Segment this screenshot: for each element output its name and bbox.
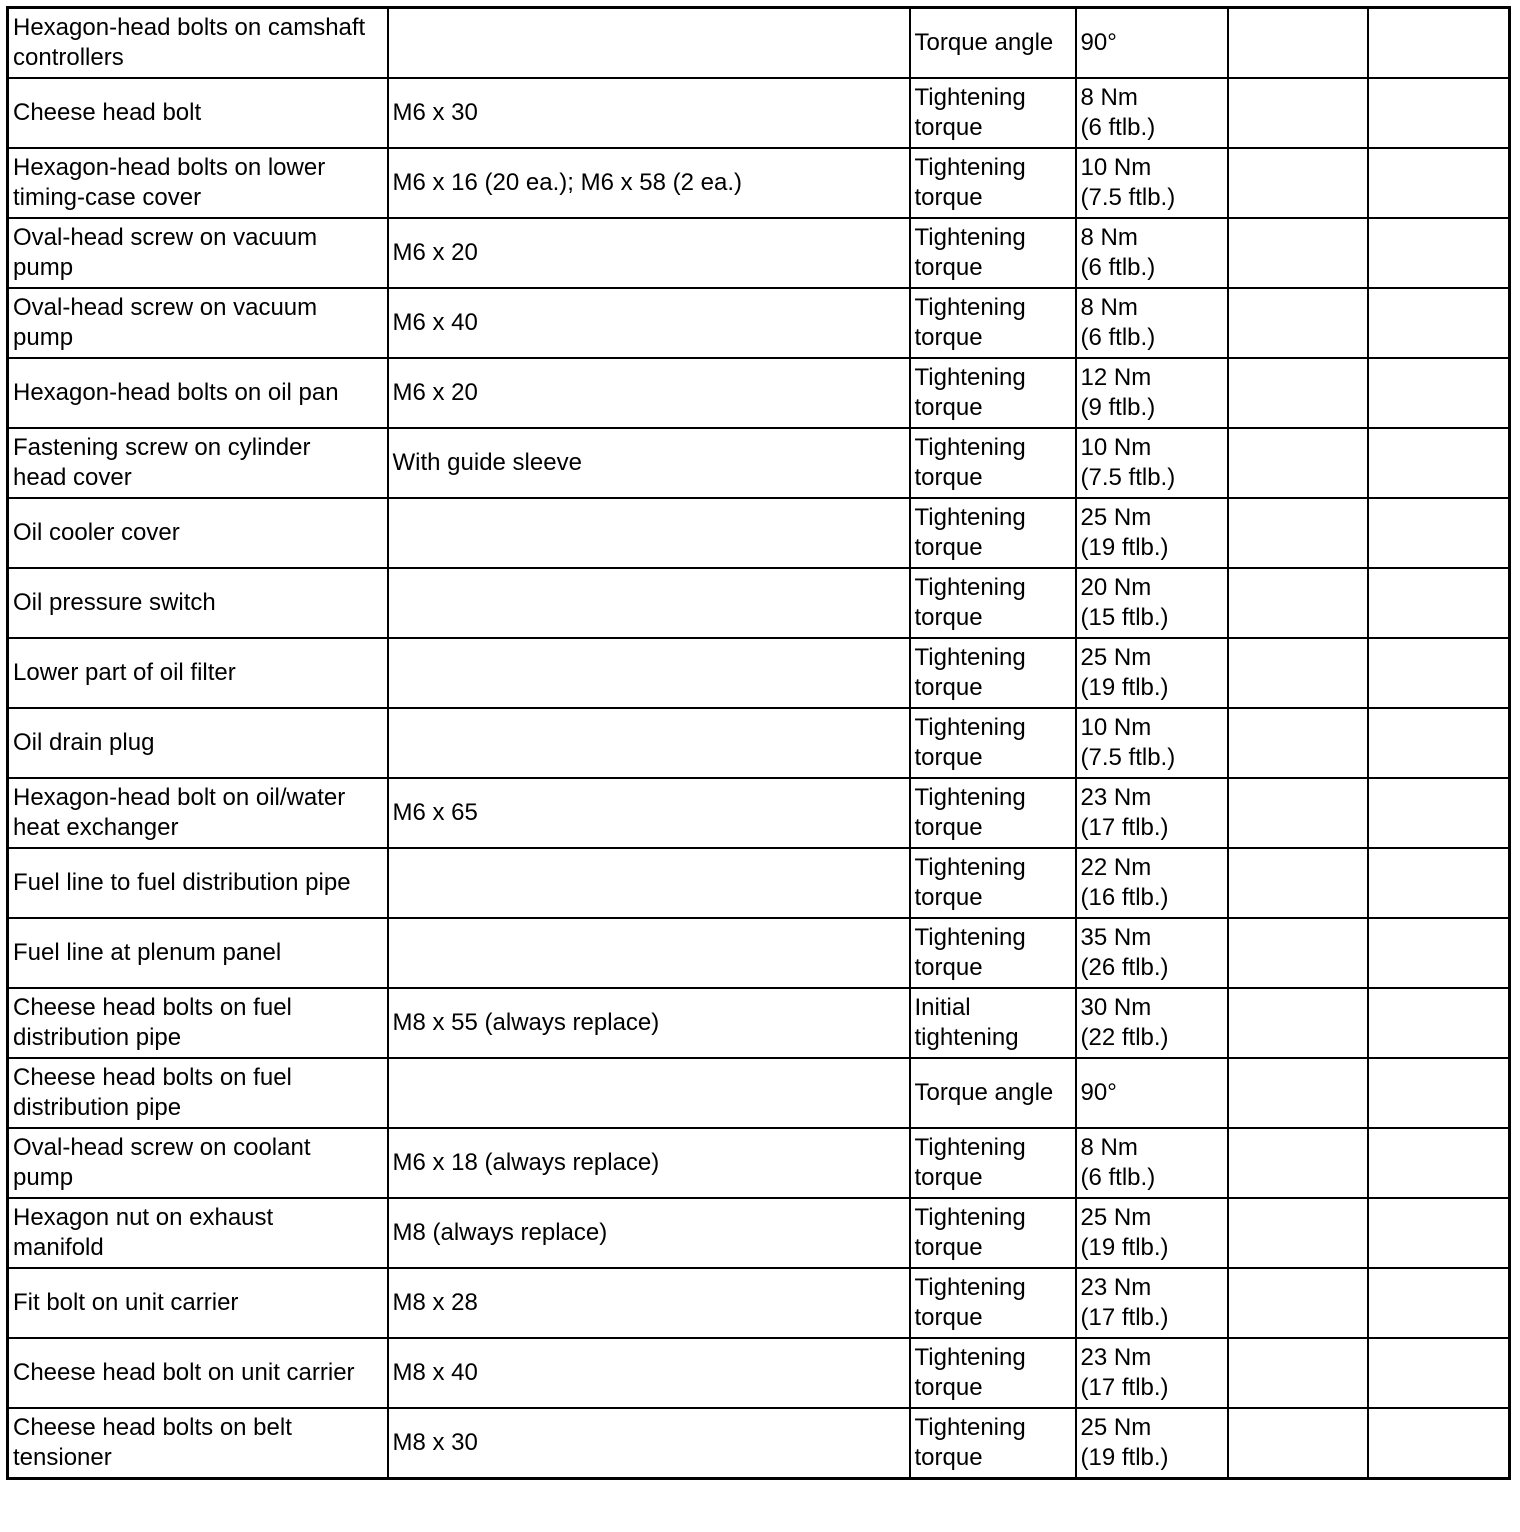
cell-empty-1 xyxy=(1228,78,1368,148)
cell-component: Cheese head bolts on belt tensioner xyxy=(8,1408,388,1479)
table-body xyxy=(8,8,1510,1479)
cell-component: Cheese head bolt xyxy=(8,78,388,148)
cell-type: Tightening torque xyxy=(910,78,1076,148)
cell-spec: M8 (always replace) xyxy=(388,1198,910,1268)
cell-empty-1 xyxy=(1228,988,1368,1058)
cell-empty-2 xyxy=(1368,148,1510,218)
cell-empty-2 xyxy=(1368,428,1510,498)
cell-spec xyxy=(388,638,910,708)
cell-empty-1 xyxy=(1228,1338,1368,1408)
cell-component: Hexagon-head bolt on oil/water heat exchanger xyxy=(8,778,388,848)
cell-component: Oval-head screw on vacuum pump xyxy=(8,288,388,358)
cell-value: 23 Nm (17 ftlb.) xyxy=(1076,1338,1228,1408)
cell-empty-1 xyxy=(1228,1128,1368,1198)
cell-empty-1 xyxy=(1228,918,1368,988)
cell-type: Tightening torque xyxy=(910,1128,1076,1198)
cell-empty-2 xyxy=(1368,1338,1510,1408)
cell-empty-1 xyxy=(1228,288,1368,358)
cell-component: Oil cooler cover xyxy=(8,498,388,568)
cell-type: Tightening torque xyxy=(910,428,1076,498)
cell-type: Tightening torque xyxy=(910,218,1076,288)
cell-value: 10 Nm (7.5 ftlb.) xyxy=(1076,148,1228,218)
cell-value: 23 Nm (17 ftlb.) xyxy=(1076,1268,1228,1338)
cell-empty-2 xyxy=(1368,1198,1510,1268)
table-row xyxy=(8,1408,1510,1479)
cell-type: Tightening torque xyxy=(910,568,1076,638)
table-row xyxy=(8,638,1510,708)
cell-empty-2 xyxy=(1368,848,1510,918)
cell-empty-1 xyxy=(1228,1268,1368,1338)
cell-component: Fit bolt on unit carrier xyxy=(8,1268,388,1338)
cell-type: Tightening torque xyxy=(910,148,1076,218)
cell-value: 8 Nm (6 ftlb.) xyxy=(1076,78,1228,148)
cell-spec: M6 x 18 (always replace) xyxy=(388,1128,910,1198)
cell-component: Lower part of oil filter xyxy=(8,638,388,708)
table-row xyxy=(8,568,1510,638)
cell-type: Tightening torque xyxy=(910,498,1076,568)
cell-empty-2 xyxy=(1368,708,1510,778)
cell-value: 35 Nm (26 ftlb.) xyxy=(1076,918,1228,988)
cell-component: Hexagon-head bolts on lower timing-case cover xyxy=(8,148,388,218)
cell-value: 10 Nm (7.5 ftlb.) xyxy=(1076,708,1228,778)
cell-type: Torque angle xyxy=(910,8,1076,79)
cell-spec: M6 x 40 xyxy=(388,288,910,358)
cell-empty-1 xyxy=(1228,1198,1368,1268)
table-row xyxy=(8,1338,1510,1408)
cell-component: Cheese head bolts on fuel distribution pipe xyxy=(8,988,388,1058)
cell-value: 23 Nm (17 ftlb.) xyxy=(1076,778,1228,848)
cell-component: Oval-head screw on coolant pump xyxy=(8,1128,388,1198)
cell-component: Cheese head bolts on fuel distribution pipe xyxy=(8,1058,388,1128)
table-row xyxy=(8,498,1510,568)
cell-component: Oil drain plug xyxy=(8,708,388,778)
cell-empty-2 xyxy=(1368,8,1510,79)
cell-empty-2 xyxy=(1368,218,1510,288)
table-row xyxy=(8,288,1510,358)
cell-component: Cheese head bolt on unit carrier xyxy=(8,1338,388,1408)
cell-value: 8 Nm (6 ftlb.) xyxy=(1076,218,1228,288)
cell-empty-1 xyxy=(1228,428,1368,498)
cell-value: 10 Nm (7.5 ftlb.) xyxy=(1076,428,1228,498)
cell-type: Tightening torque xyxy=(910,638,1076,708)
cell-empty-2 xyxy=(1368,918,1510,988)
cell-type: Tightening torque xyxy=(910,1408,1076,1479)
cell-component: Fuel line to fuel distribution pipe xyxy=(8,848,388,918)
cell-value: 12 Nm (9 ftlb.) xyxy=(1076,358,1228,428)
table-row xyxy=(8,1268,1510,1338)
cell-empty-1 xyxy=(1228,778,1368,848)
cell-type: Tightening torque xyxy=(910,1338,1076,1408)
cell-spec: M6 x 65 xyxy=(388,778,910,848)
cell-component: Fuel line at plenum panel xyxy=(8,918,388,988)
cell-empty-2 xyxy=(1368,288,1510,358)
cell-empty-1 xyxy=(1228,8,1368,79)
cell-component: Fastening screw on cylinder head cover xyxy=(8,428,388,498)
torque-spec-table xyxy=(6,6,1511,1480)
table-row xyxy=(8,778,1510,848)
table-row xyxy=(8,988,1510,1058)
cell-type: Initial tightening xyxy=(910,988,1076,1058)
cell-component: Hexagon-head bolts on camshaft controllers xyxy=(8,8,388,79)
cell-type: Tightening torque xyxy=(910,1268,1076,1338)
cell-value: 25 Nm (19 ftlb.) xyxy=(1076,498,1228,568)
cell-spec xyxy=(388,918,910,988)
cell-value: 25 Nm (19 ftlb.) xyxy=(1076,1408,1228,1479)
cell-empty-2 xyxy=(1368,78,1510,148)
cell-component: Oil pressure switch xyxy=(8,568,388,638)
cell-component: Oval-head screw on vacuum pump xyxy=(8,218,388,288)
cell-value: 8 Nm (6 ftlb.) xyxy=(1076,1128,1228,1198)
cell-spec: M8 x 40 xyxy=(388,1338,910,1408)
cell-type: Torque angle xyxy=(910,1058,1076,1128)
cell-component: Hexagon-head bolts on oil pan xyxy=(8,358,388,428)
cell-value: 20 Nm (15 ftlb.) xyxy=(1076,568,1228,638)
cell-spec xyxy=(388,1058,910,1128)
cell-spec xyxy=(388,8,910,79)
cell-empty-2 xyxy=(1368,1058,1510,1128)
cell-empty-2 xyxy=(1368,498,1510,568)
cell-value: 90° xyxy=(1076,1058,1228,1128)
cell-spec: M6 x 20 xyxy=(388,218,910,288)
table-row xyxy=(8,1198,1510,1268)
cell-empty-1 xyxy=(1228,218,1368,288)
table-row xyxy=(8,428,1510,498)
cell-spec xyxy=(388,568,910,638)
cell-spec: M8 x 30 xyxy=(388,1408,910,1479)
cell-type: Tightening torque xyxy=(910,358,1076,428)
cell-type: Tightening torque xyxy=(910,708,1076,778)
cell-type: Tightening torque xyxy=(910,778,1076,848)
table-row xyxy=(8,1058,1510,1128)
cell-empty-2 xyxy=(1368,1268,1510,1338)
table-row xyxy=(8,148,1510,218)
cell-empty-1 xyxy=(1228,1408,1368,1479)
cell-spec: M8 x 55 (always replace) xyxy=(388,988,910,1058)
cell-empty-2 xyxy=(1368,358,1510,428)
cell-type: Tightening torque xyxy=(910,848,1076,918)
cell-spec: M6 x 30 xyxy=(388,78,910,148)
cell-value: 22 Nm (16 ftlb.) xyxy=(1076,848,1228,918)
table-row xyxy=(8,358,1510,428)
cell-empty-2 xyxy=(1368,988,1510,1058)
cell-value: 25 Nm (19 ftlb.) xyxy=(1076,1198,1228,1268)
cell-spec xyxy=(388,848,910,918)
table-row xyxy=(8,1128,1510,1198)
cell-type: Tightening torque xyxy=(910,1198,1076,1268)
cell-value: 25 Nm (19 ftlb.) xyxy=(1076,638,1228,708)
table-row xyxy=(8,8,1510,79)
cell-empty-2 xyxy=(1368,778,1510,848)
cell-empty-1 xyxy=(1228,708,1368,778)
table-row xyxy=(8,918,1510,988)
cell-spec xyxy=(388,498,910,568)
cell-empty-2 xyxy=(1368,1128,1510,1198)
cell-empty-1 xyxy=(1228,1058,1368,1128)
cell-value: 30 Nm (22 ftlb.) xyxy=(1076,988,1228,1058)
table-row xyxy=(8,708,1510,778)
cell-spec xyxy=(388,708,910,778)
cell-empty-2 xyxy=(1368,1408,1510,1479)
cell-empty-1 xyxy=(1228,498,1368,568)
cell-value: 90° xyxy=(1076,8,1228,79)
cell-empty-2 xyxy=(1368,638,1510,708)
cell-spec: With guide sleeve xyxy=(388,428,910,498)
cell-component: Hexagon nut on exhaust manifold xyxy=(8,1198,388,1268)
table-row xyxy=(8,848,1510,918)
table-row xyxy=(8,218,1510,288)
cell-value: 8 Nm (6 ftlb.) xyxy=(1076,288,1228,358)
table-row xyxy=(8,78,1510,148)
cell-empty-1 xyxy=(1228,358,1368,428)
cell-type: Tightening torque xyxy=(910,918,1076,988)
cell-spec: M8 x 28 xyxy=(388,1268,910,1338)
cell-empty-1 xyxy=(1228,568,1368,638)
cell-spec: M6 x 16 (20 ea.); M6 x 58 (2 ea.) xyxy=(388,148,910,218)
cell-spec: M6 x 20 xyxy=(388,358,910,428)
cell-type: Tightening torque xyxy=(910,288,1076,358)
cell-empty-1 xyxy=(1228,638,1368,708)
cell-empty-1 xyxy=(1228,848,1368,918)
cell-empty-1 xyxy=(1228,148,1368,218)
cell-empty-2 xyxy=(1368,568,1510,638)
